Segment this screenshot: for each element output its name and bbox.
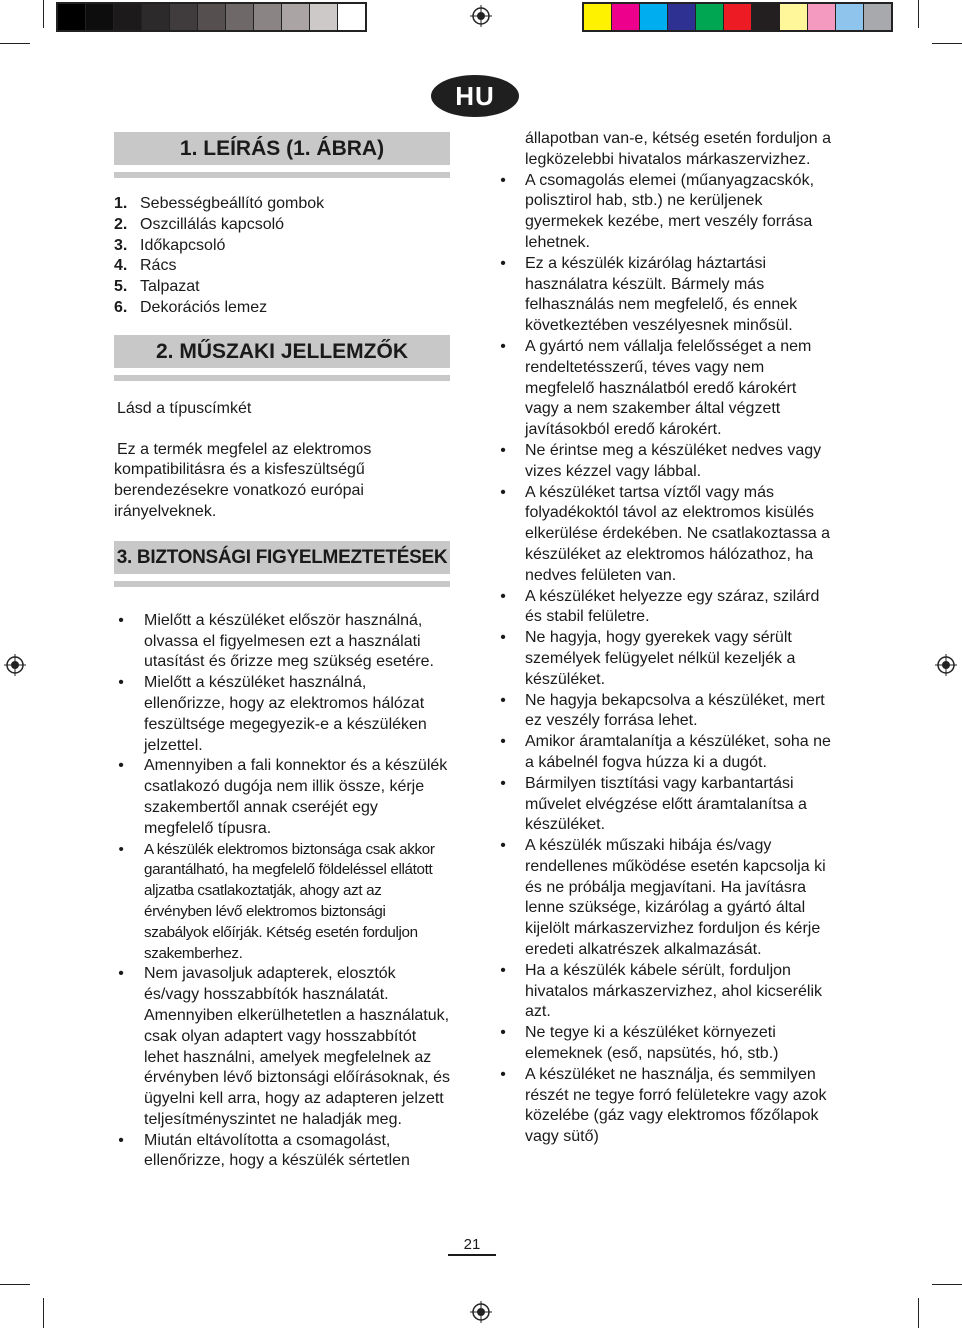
section-2-title: 2. MŰSZAKI JELLEMZŐK bbox=[114, 335, 450, 368]
color-swatch bbox=[114, 4, 142, 30]
section-3-title: 3. BIZTONSÁGI FIGYELMEZTETÉSEK bbox=[114, 541, 450, 574]
list-item: • Ne hagyja bekapcsolva a készüléket, mert ez veszély forrása lehet. bbox=[500, 691, 825, 730]
color-swatch bbox=[198, 4, 226, 30]
registration-mark-icon bbox=[935, 654, 957, 676]
list-item: • A készülék elektromos biztonsága csak akkor garantálható, ha megfelelő földeléssel ellátott aljzatba csatlakoztatják, ahogy azt az érvényben lévő elektromos biztonsági szabályok előírják. Kétség esetén forduljon szakemberhez. bbox=[118, 840, 435, 962]
list-item: • Miután eltávolította a csomagolást, ellenőrizze, hogy a készülék sértetlen bbox=[118, 1131, 410, 1170]
list-item: • Mielőtt a készüléket használná, ellenőrizze, hogy az elektromos hálózat feszültsége megegyezik-e a készüléken jelzettel. bbox=[118, 674, 427, 754]
color-swatch bbox=[724, 4, 752, 30]
color-swatch bbox=[696, 4, 724, 30]
section-divider bbox=[114, 172, 450, 178]
crop-mark bbox=[0, 1284, 30, 1285]
parts-list bbox=[114, 194, 450, 319]
color-swatch bbox=[310, 4, 338, 30]
list-item: • Ha a készülék kábele sérült, forduljon hivatalos márkaszervizhez, ahol kicserélik azt. bbox=[500, 961, 822, 1021]
safety-list-right bbox=[496, 171, 831, 1148]
list-item: 6. Dekorációs lemez bbox=[114, 298, 268, 316]
crop-mark bbox=[918, 1298, 919, 1328]
list-item: • A készüléket tartsa víztől vagy más folyadékoktól távol az elektromos kisülés elkerülése érdekében. Ne csatlakoztassa a készüléket az elektromos hálózathoz, ha nedves felületen van. bbox=[500, 483, 831, 584]
list-item: • Ez a készülék kizárólag háztartási használatra készült. Bármely más felhasználás nem megfelelő, és ennek következtében veszélyesnek minősül. bbox=[500, 254, 798, 335]
color-swatch bbox=[226, 4, 254, 30]
list-item: • A készüléket helyezze egy száraz, szilárd és stabil felületre. bbox=[500, 587, 820, 626]
list-item: • Ne tegye ki a készüléket környezeti elemeknek (eső, napsütés, hó, stb.) bbox=[500, 1024, 779, 1063]
color-swatch bbox=[170, 4, 198, 30]
color-swatch bbox=[282, 4, 310, 30]
color-swatch bbox=[612, 4, 640, 30]
crop-mark bbox=[932, 1284, 962, 1285]
list-item: • A készülék műszaki hibája és/vagy rendellenes működése esetén kapcsolja ki és ne próbálja megjavítani. Ha javításra lenne szüksége, kizárólag a gyártó által kijelölt márkaszervizhez forduljon és kérje eredeti alkatrészek alkalmazását. bbox=[500, 837, 826, 959]
list-item: • A csomagolás elemei (műanyagzacskók, polisztirol hab, stb.) ne kerüljenek gyermekek kezébe, mert veszély forrása lehetnek. bbox=[500, 171, 815, 251]
language-badge: HU bbox=[431, 75, 519, 117]
grayscale-calibration-strip bbox=[56, 2, 367, 32]
color-swatch bbox=[86, 4, 114, 30]
crop-mark bbox=[918, 0, 919, 28]
list-item: 3. Időkapcsoló bbox=[114, 236, 226, 254]
compliance-statement: Ez a termék megfelel az elektromos kompatibilitásra és a kisfeszültségű berendezésekre vonatkozó európai irányelveknek. bbox=[114, 440, 372, 520]
list-item: • Amikor áramtalanítja a készüléket, soha ne a kábelnél fogva húzza ki a dugót. bbox=[500, 733, 831, 771]
crop-mark bbox=[43, 1298, 44, 1328]
registration-mark-icon bbox=[470, 5, 492, 27]
color-swatch bbox=[780, 4, 808, 30]
color-swatch bbox=[254, 4, 282, 30]
page-number: 21 bbox=[448, 1236, 496, 1256]
right-column bbox=[496, 129, 831, 1148]
section-divider bbox=[114, 375, 450, 381]
list-item: • Ne érintse meg a készüléket nedves vagy vizes kézzel vagy lábbal. bbox=[500, 441, 822, 480]
type-label-note: Lásd a típuscímkét bbox=[117, 399, 252, 417]
list-item: 1. Sebességbeállító gombok bbox=[114, 195, 325, 212]
color-swatch bbox=[58, 4, 86, 30]
safety-list-left bbox=[114, 611, 450, 1173]
color-swatch bbox=[668, 4, 696, 30]
crop-mark bbox=[43, 0, 44, 28]
list-item: • A készüléket ne használja, és semmilyen részét ne tegye forró felületekre vagy azok közelébe (gáz vagy elektromos főzőlapok vagy sütő) bbox=[500, 1065, 827, 1146]
list-item: • Amennyiben a fali konnektor és a készülék csatlakozó dugója nem illik össze, kérje szakembertől annak cseréjét egy megfelelő típusra. bbox=[118, 757, 448, 837]
list-item: 5. Talpazat bbox=[114, 278, 200, 296]
left-column bbox=[114, 132, 450, 1172]
crop-mark bbox=[0, 43, 30, 44]
list-item: • Ne hagyja, hogy gyerekek vagy sérült személyek felügyelet nélkül kezeljék a készüléket. bbox=[500, 629, 796, 688]
crop-mark bbox=[932, 43, 962, 44]
registration-mark-icon bbox=[4, 654, 26, 676]
color-swatch bbox=[752, 4, 780, 30]
list-item: • A gyártó nem vállalja felelősséget a nem rendeltetésszerű, téves vagy nem megfelelő használatból eredő károkért vagy a nem szakember által végzett javításokból eredő károkért. bbox=[500, 337, 812, 439]
section-divider bbox=[114, 581, 450, 587]
color-calibration-strip bbox=[582, 2, 893, 32]
list-item: • Bármilyen tisztítási vagy karbantartási művelet elvégzése előtt áramtalanítsa a készüléket. bbox=[500, 774, 807, 834]
section-1-title: 1. LEÍRÁS (1. ÁBRA) bbox=[114, 132, 450, 165]
list-item: 4. Rács bbox=[114, 257, 177, 275]
color-swatch bbox=[864, 4, 891, 30]
list-item: 2. Oszcillálás kapcsoló bbox=[114, 215, 285, 233]
list-item: • Nem javasoljuk adapterek, elosztók és/vagy hosszabbítók használatát. Amennyiben elkerülhetetlen a használatuk, csak olyan adaptert vagy hosszabbítót lehet használni, amelyek megfelelnek az érvényben lévő biztonsági előírásoknak, és ügyelni kell arra, hogy az adapteren jelzett teljesítményszintet ne haladják meg. bbox=[118, 965, 450, 1128]
color-swatch bbox=[836, 4, 864, 30]
color-swatch bbox=[808, 4, 836, 30]
registration-mark-icon bbox=[470, 1301, 492, 1323]
color-swatch bbox=[142, 4, 170, 30]
color-swatch bbox=[640, 4, 668, 30]
continued-text: állapotban van-e, kétség esetén forduljon a legközelebbi hivatalos márkaszervizhez. bbox=[525, 130, 831, 168]
list-item: • Mielőtt a készüléket először használná, olvassa el figyelmesen ezt a használati utasítást és őrizze meg szükség esetére. bbox=[118, 611, 434, 671]
color-swatch bbox=[584, 4, 612, 30]
color-swatch bbox=[338, 4, 365, 30]
